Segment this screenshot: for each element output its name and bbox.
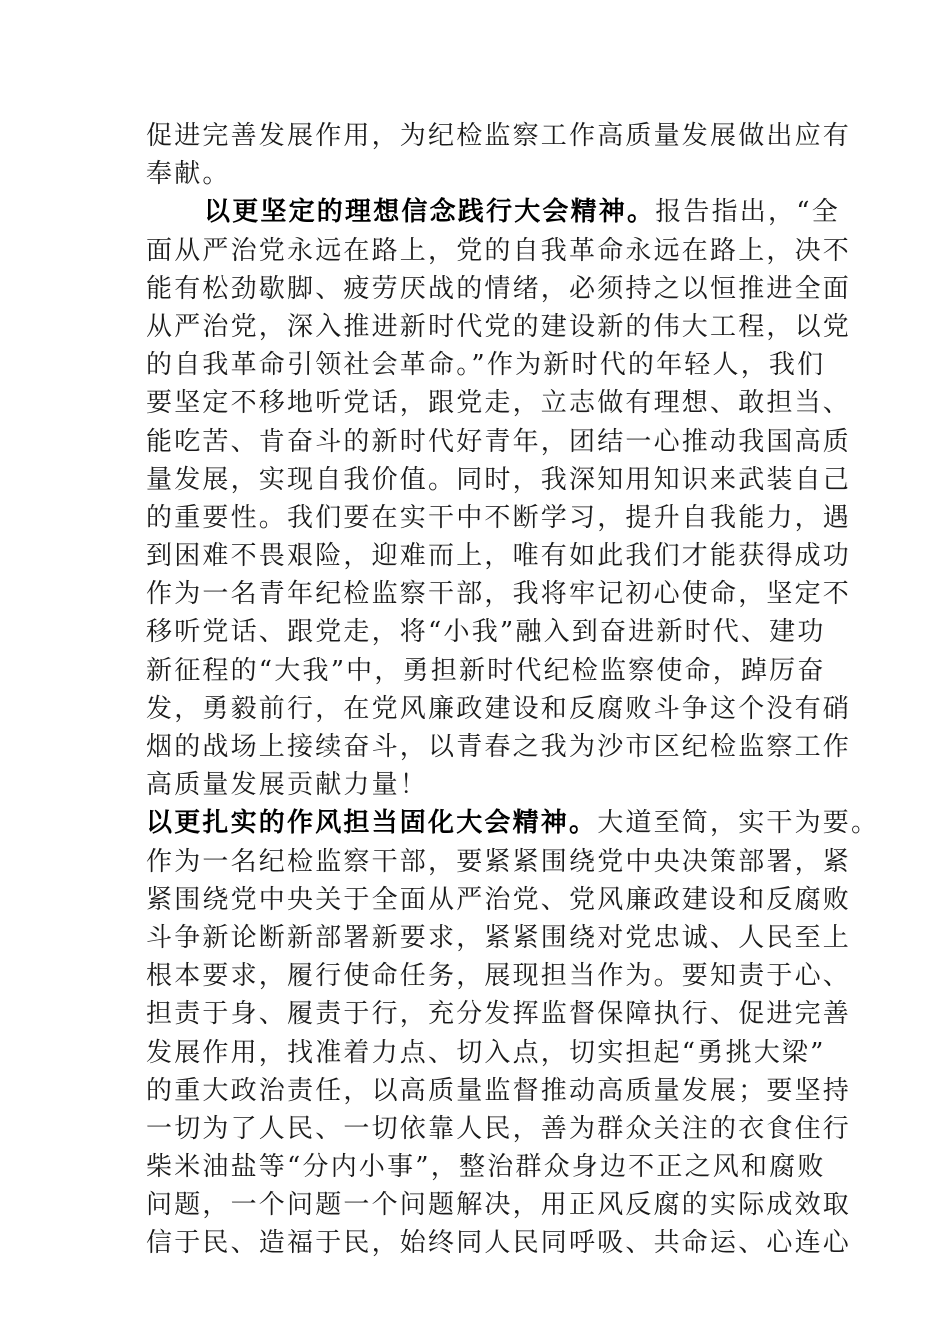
body-line: 促进完善发展作用，为纪检监察工作高质量发展做出应有 [146, 121, 852, 151]
body-line: 发，勇毅前行，在党风廉政建设和反腐败斗争这个没有硝 [146, 693, 852, 724]
body-line: 奉献。 [146, 159, 231, 190]
section-heading: 以更坚定的理想信念践行大会精神。 [204, 197, 656, 228]
body-text: 报告指出，“全 [655, 197, 840, 228]
body-line: 从严治党，深入推进新时代党的建设新的伟大工程，以党 [146, 311, 852, 342]
document-body [146, 117, 880, 1263]
body-line: 新征程的“大我”中，勇担新时代纪检监察使命，踔厉奋 [146, 655, 826, 686]
body-line: 移听党话、跟党走，将“小我”融入到奋进新时代、建功 [146, 617, 826, 648]
body-line: 发展作用，找准着力点、切入点，切实担起“勇挑大梁” [146, 1037, 826, 1068]
paragraph-first-line [146, 804, 880, 842]
body-line: 烟的战场上接续奋斗，以青春之我为沙市区纪检监察工作 [146, 732, 852, 762]
body-line: 一切为了人民、一切依靠人民，善为群众关注的衣食住行 [146, 1113, 852, 1144]
body-line: 面从严治党永远在路上，党的自我革命永远在路上，决不 [146, 235, 852, 266]
body-line: 要坚定不移地听党话，跟党走，立志做有理想、敢担当、 [146, 388, 852, 419]
body-line: 根本要求，履行使命任务，展现担当作为。要知责于心、 [146, 961, 852, 992]
body-line: 作为一名青年纪检监察干部，我将牢记初心使命，坚定不 [146, 579, 852, 610]
section-heading: 以更扎实的作风担当固化大会精神。 [146, 808, 598, 839]
body-line: 到困难不畏艰险，迎难而上，唯有如此我们才能获得成功 [146, 541, 852, 572]
body-line: 斗争新论断新部署新要求，紧紧围绕对党忠诚、人民至上 [146, 922, 852, 953]
paragraph-first-line [146, 193, 846, 231]
body-line: 量发展，实现自我价值。同时，我深知用知识来武装自己 [146, 464, 852, 495]
body-line: 作为一名纪检监察干部，要紧紧围绕党中央决策部署，紧 [146, 846, 852, 877]
body-text: 大道至简，实干为要。 [597, 808, 880, 839]
body-line: 能有松劲歇脚、疲劳厌战的情绪，必须持之以恒推进全面 [146, 273, 852, 304]
body-line: 能吃苦、肯奋斗的新时代好青年，团结一心推动我国高质 [146, 426, 852, 457]
body-line: 的重大政治责任，以高质量监督推动高质量发展；要坚持 [146, 1075, 852, 1106]
body-line: 的自我革命引领社会革命。”作为新时代的年轻人，我们 [146, 350, 826, 381]
body-line: 紧围绕党中央关于全面从严治党、党风廉政建设和反腐败 [146, 884, 852, 915]
body-line: 柴米油盐等“分内小事”，整治群众身边不正之风和腐败 [146, 1152, 826, 1183]
body-line: 担责于身、履责于行，充分发挥监督保障执行、促进完善 [146, 999, 852, 1030]
body-line: 信于民、造福于民，始终同人民同呼吸、共命运、心连心 [146, 1228, 852, 1259]
body-line: 高质量发展贡献力量！ [146, 770, 429, 801]
body-line: 的重要性。我们要在实干中不断学习，提升自我能力，遇 [146, 502, 852, 533]
body-line: 问题，一个问题一个问题解决，用正风反腐的实际成效取 [146, 1190, 852, 1221]
